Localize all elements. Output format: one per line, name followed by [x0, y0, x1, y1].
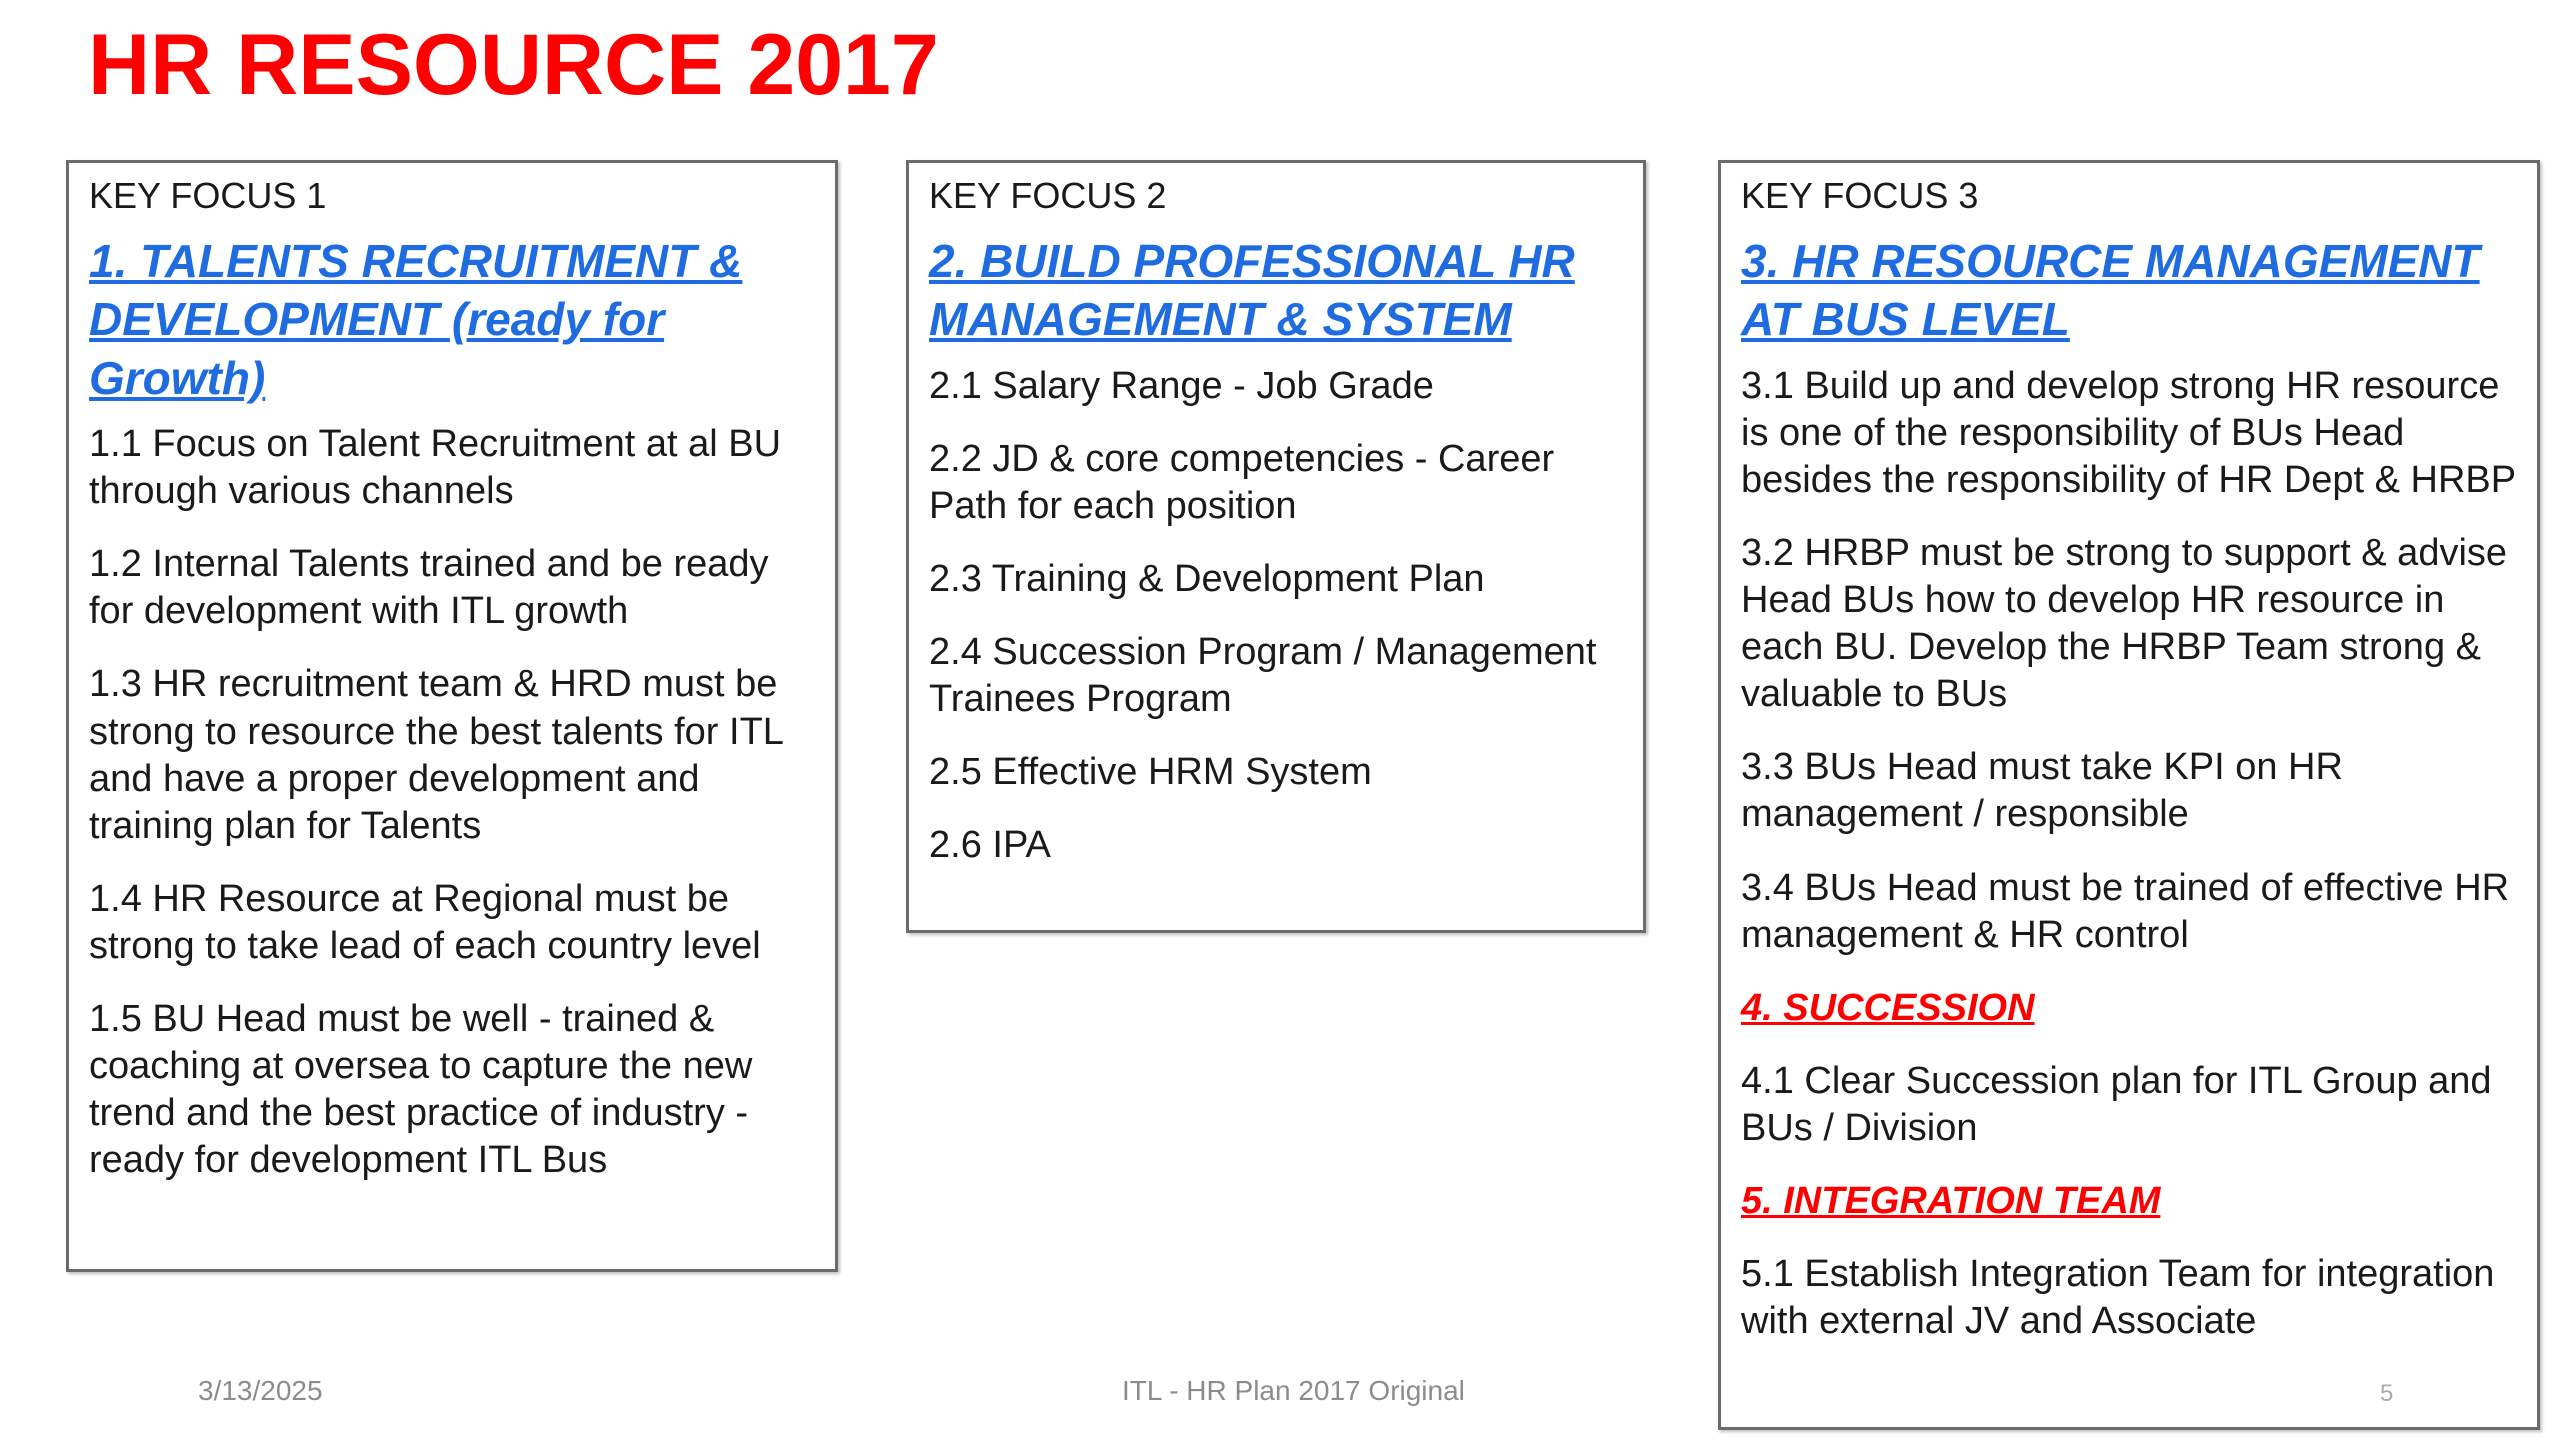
key-focus-2-label: KEY FOCUS 2	[929, 175, 1167, 216]
integration-team-heading: 5. INTEGRATION TEAM	[1741, 1180, 2161, 1223]
focus-item: 2.2 JD & core competencies - Career Path for each position	[929, 437, 1555, 527]
slide-number: 5	[2380, 1380, 2394, 1407]
succession-item: 4.1 Clear Succession plan for ITL Group and BUs / Division	[1741, 1059, 2492, 1150]
focus-item: 1.1 Focus on Talent Recruitment at al BU through various channels	[89, 423, 782, 513]
focus-item: 1.2 Internal Talents trained and be ready for development with ITL growth	[89, 543, 769, 633]
integration-team-item: 5.1 Establish Integration Team for integration with external JV and Associate	[1741, 1253, 2495, 1343]
focus-item: 1.5 BU Head must be well - trained & coaching at oversea to capture the new trend and the best practice of industry - ready for development ITL Bus	[89, 998, 753, 1182]
slide-title: HR RESOURCE 2017	[88, 17, 939, 113]
focus-item: 2.3 Training & Development Plan	[929, 557, 1485, 600]
key-focus-3-box	[1718, 160, 2540, 1430]
focus-item: 2.4 Succession Program / Management Trainees Program	[929, 631, 1597, 721]
focus-item: 3.4 BUs Head must be trained of effective HR management & HR control	[1741, 866, 2510, 956]
key-focus-1-box	[66, 160, 838, 1272]
key-focus-3-heading: 3. HR RESOURCE MANAGEMENT AT BUS LEVEL	[1741, 234, 2480, 346]
focus-item: 2.5 Effective HRM System	[929, 751, 1372, 794]
key-focus-2-heading: 2. BUILD PROFESSIONAL HR MANAGEMENT & SYSTEM	[929, 234, 1575, 346]
focus-item: 3.1 Build up and develop strong HR resource is one of the responsibility of BUs Head besides the responsibility of HR Dept & HRBP	[1741, 364, 2517, 501]
focus-item: 1.3 HR recruitment team & HRD must be strong to resource the best talents for ITL and have a proper development and training plan for Talents	[89, 663, 783, 847]
key-focus-1-label: KEY FOCUS 1	[89, 175, 327, 216]
succession-heading: 4. SUCCESSION	[1741, 986, 2035, 1029]
focus-item: 3.2 HRBP must be strong to support & advise Head BUs how to develop HR resource in each BU. Develop the HRBP Team strong & valuable to BUs	[1741, 531, 2508, 716]
key-focus-2-box	[906, 160, 1646, 933]
focus-item: 2.1 Salary Range - Job Grade	[929, 364, 1434, 407]
focus-item: 1.4 HR Resource at Regional must be strong to take lead of each country level	[89, 877, 761, 967]
key-focus-1-heading: 1. TALENTS RECRUITMENT & DEVELOPMENT (ready for Growth)	[89, 234, 743, 404]
footer-title: ITL - HR Plan 2017 Original	[1122, 1375, 1465, 1406]
footer-date: 3/13/2025	[198, 1375, 323, 1406]
focus-item: 2.6 IPA	[929, 824, 1051, 867]
focus-item: 3.3 BUs Head must take KPI on HR management / responsible	[1741, 746, 2343, 836]
key-focus-3-label: KEY FOCUS 3	[1741, 175, 1979, 216]
